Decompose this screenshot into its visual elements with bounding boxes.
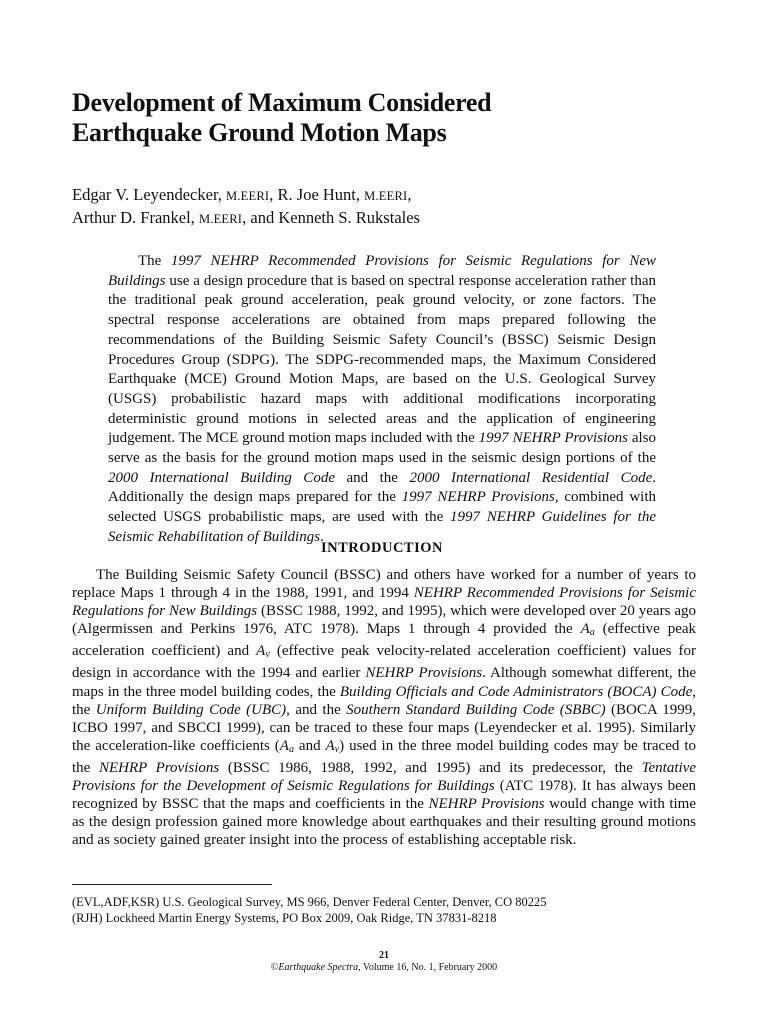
- body-italic: NEHRP Recommended Provisions for Seismic Regulations for New Buildings: [72, 585, 696, 620]
- subscript-a: a: [589, 627, 595, 639]
- abstract-text: The: [138, 253, 171, 269]
- body-italic: Tentative Provisions for the Development of Seismic Regulations for Buildings: [72, 759, 697, 795]
- symbol-A: A: [279, 737, 289, 754]
- author-line-2: [72, 207, 692, 230]
- author-name: Arthur D. Frankel,: [72, 208, 199, 227]
- footnotes: [72, 894, 692, 926]
- symbol-A: A: [256, 643, 266, 660]
- subscript-a: a: [288, 743, 294, 755]
- footnote-divider: [72, 884, 272, 885]
- section-heading-introduction: INTRODUCTION: [320, 540, 443, 556]
- body-text: (BSSC 1988, 1992, and 1995), which were developed over 20 years ago (Algermissen and Perkins 1976, ATC 1978). Maps 1 through 4 provided the: [72, 603, 696, 638]
- subscript-v: v: [265, 649, 270, 661]
- footnote-lockheed: (RJH) Lockheed Martin Energy Systems, PO Box 2009, Oak Ridge, TN 37831-8218: [72, 911, 497, 925]
- abstract-text: use a design procedure that is based on spectral response acceleration rather than the traditional peak ground acceleration, peak ground velocity, or zone factors. The spectral response accelerations are obtained from maps prepared following the recommendations of the Building Seismic Safety Council’s (BSSC) Seismic Design Procedures Group (SDPG). The SDPG-recommended maps, the Maximum Considered Earthquake (MCE) Ground Motion Maps, are based on the U.S. Geological Survey (USGS) probabilistic hazard maps with additional modifications incorporating deterministic ground motions in selected areas and the application of engineering judgement. The MCE ground motion maps included with the: [108, 272, 656, 447]
- author-line-1: [72, 184, 692, 207]
- subscript-v: v: [334, 743, 340, 755]
- page-number: 21: [379, 950, 389, 961]
- abstract-text: and the: [334, 469, 410, 486]
- abstract: [108, 252, 656, 548]
- author-separator: ,: [407, 185, 412, 204]
- membership-tag: M.EERI: [226, 189, 270, 203]
- abstract-text: .: [320, 528, 324, 545]
- body-text: (BOCA 1999, ICBO 1997, and SBCCI 1999), can be traced to these four maps (Leyendecker et al. 1995). Similarly the acceleration-like coefficients (: [72, 701, 697, 754]
- abstract-text: . Additionally the design maps prepared for the: [108, 469, 656, 506]
- body-text: The Building Seismic Safety Council (BSSC) and others have worked for a number of years to replace Maps 1 through 4 in the 1988, 1991, and 1994: [72, 567, 696, 602]
- abstract-text: also serve as the basis for the ground motion maps used in the seismic design portions of the: [108, 430, 656, 467]
- author-name: , and Kenneth S. Rukstales: [242, 208, 420, 227]
- body-text: and: [293, 737, 326, 754]
- body-text: , and the: [286, 701, 347, 718]
- paper-title: [72, 88, 692, 148]
- abstract-italic: 1997 NEHRP Provisions: [401, 489, 555, 506]
- footnote-usgs: (EVL,ADF,KSR) U.S. Geological Survey, MS 966, Denver Federal Center, Denver, CO 80225: [72, 895, 547, 909]
- journal-name: Earthquake Spectra: [278, 962, 359, 973]
- author-name: Edgar V. Leyendecker,: [72, 185, 227, 204]
- symbol-A: A: [325, 737, 335, 754]
- title-line-2: Earthquake Ground Motion Maps: [72, 118, 447, 147]
- title-line-1: Development of Maximum Considered: [72, 88, 492, 117]
- abstract-italic: 1997 NEHRP Guidelines for the Seismic Rehabilitation of Buildings: [108, 509, 656, 545]
- body-text: , the: [72, 683, 697, 718]
- body-text: (effective peak velocity-related acceleration coefficient) values for design in accordance with the 1994 and earlier: [72, 643, 697, 682]
- symbol-A: A: [580, 621, 590, 638]
- membership-tag: M.EERI: [198, 212, 243, 226]
- journal-volume: , Volume 16, No. 1, February 2000: [358, 962, 498, 973]
- body-italic: NEHRP Provisions: [98, 759, 220, 776]
- body-text: would change with time as the design profession gained more knowledge about earthquakes and their resulting ground motions and as society gained greater insight into the process of establishing acceptable risk.: [72, 796, 696, 849]
- body-text: (ATC 1978). It has always been recognized by BSSC that the maps and coefficients in the: [72, 778, 696, 813]
- body-italic: Building Officials and Code Administrators (BOCA) Code: [339, 683, 693, 700]
- copyright-symbol: ©: [270, 962, 279, 973]
- body-italic: Uniform Building Code (UBC): [95, 701, 287, 718]
- abstract-italic: 2000 International Residential Code: [409, 469, 653, 486]
- abstract-italic: 2000 International Building Code: [108, 469, 335, 486]
- membership-tag: M.EERI: [364, 189, 408, 203]
- body-italic: NEHRP Provisions: [365, 665, 483, 682]
- author-name: , R. Joe Hunt,: [269, 185, 365, 204]
- body-italic: Southern Standard Building Code (SBBC): [346, 701, 606, 718]
- body-text: . Although somewhat different, the maps in the three model building codes, the: [72, 665, 696, 700]
- abstract-text: , combined with selected USGS probabilistic maps, are used with the: [108, 489, 656, 526]
- body-text: (effective peak acceleration coefficient) and: [72, 621, 697, 660]
- body-text: ) used in the three model building codes may be traced to the: [72, 737, 696, 776]
- abstract-italic: 1997 NEHRP Provisions: [478, 430, 628, 447]
- body-text: (BSSC 1986, 1988, 1992, and 1995) and its predecessor, the: [219, 759, 642, 776]
- body-italic: NEHRP Provisions: [428, 796, 545, 813]
- abstract-italic: 1997 NEHRP Recommended Provisions for Seismic Regulations for New Buildings: [108, 253, 656, 289]
- journal-citation: [0, 962, 768, 973]
- introduction-paragraph: [72, 566, 696, 849]
- author-list: [72, 184, 692, 230]
